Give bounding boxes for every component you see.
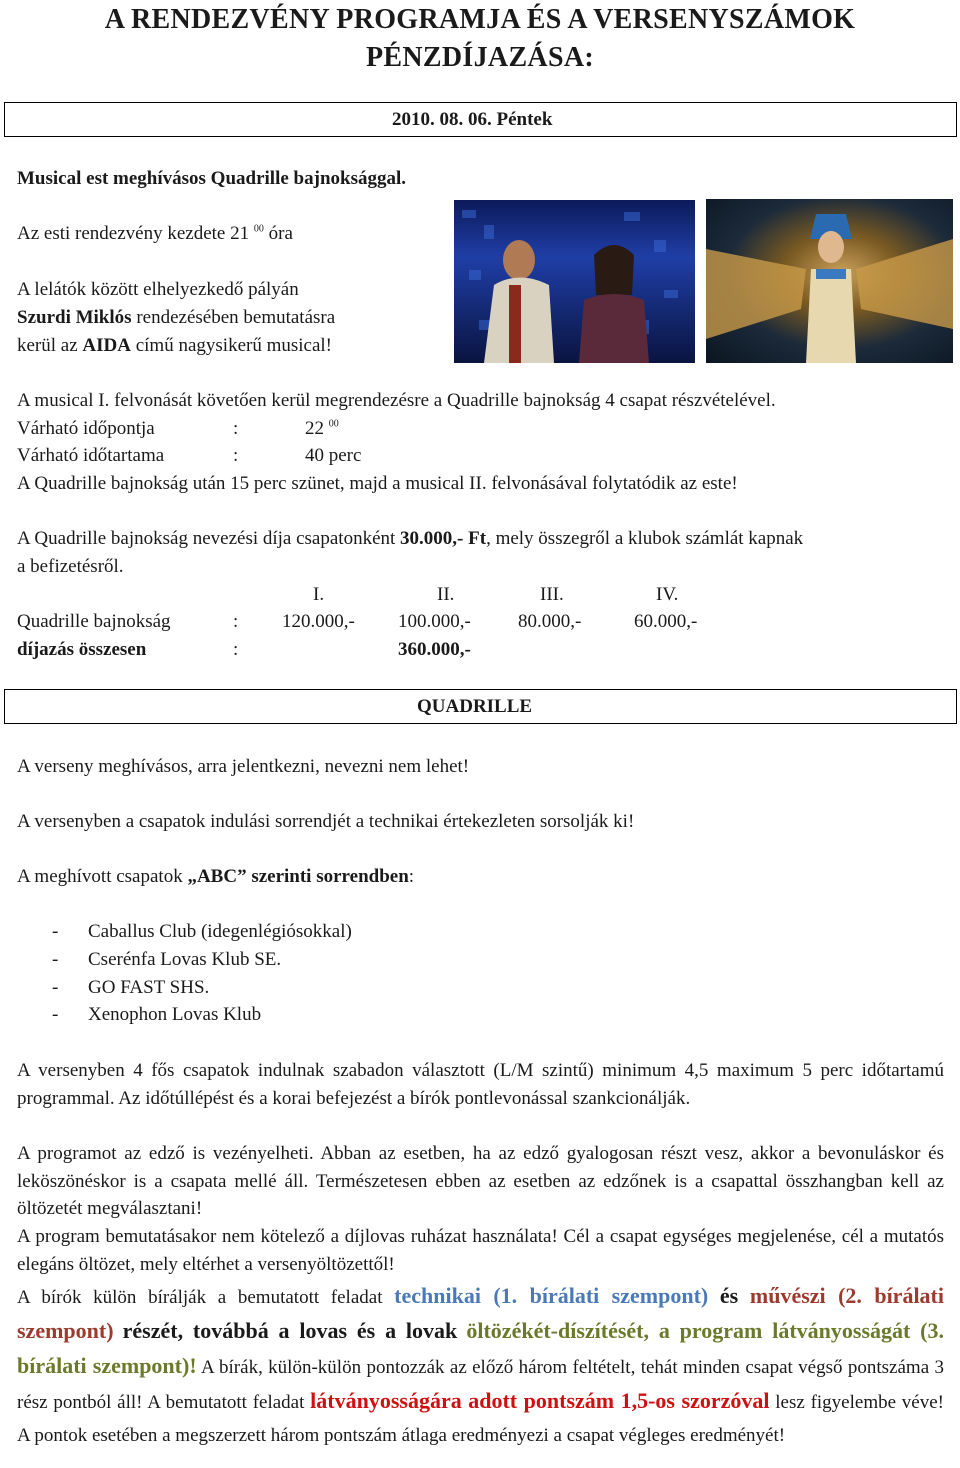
duration-label: Várható időtartama xyxy=(17,445,165,466)
team-item-4: Xenophon Lovas Klub xyxy=(88,1004,262,1025)
start-time-line: Az esti rendezvény kezdete 21 $^{00}$ óra xyxy=(17,223,293,244)
team-item-1: Caballus Club (idegenlégiósokkal) xyxy=(88,921,352,942)
musical-heading: Musical est meghívásos Quadrille bajnoksággal. xyxy=(17,168,406,189)
date-box xyxy=(4,102,957,137)
time-colon: : xyxy=(233,418,239,439)
page-title-line1: A RENDEZVÉNY PROGRAMJA ÉS A VERSENYSZÁMOK xyxy=(104,4,856,35)
quadrille-box xyxy=(4,689,957,724)
venue-line-1: A lelátók között elhelyezkedő pályán xyxy=(17,279,299,300)
time-label: Várható időpontja xyxy=(17,418,155,439)
criterion-technical: technikai (1. bírálati szempont) xyxy=(394,1283,709,1308)
prize-value-4: 60.000,- xyxy=(634,611,698,632)
team-dash-1: - xyxy=(52,921,59,942)
duration-value: 40 perc xyxy=(305,445,362,466)
prize-total-colon: : xyxy=(233,639,239,660)
after-break-line: A Quadrille bajnokság után 15 perc szünet, majd a musical II. felvonásával folytatódik az este! xyxy=(17,473,738,494)
event-date: 2010. 08. 06. Péntek xyxy=(392,109,553,130)
duration-colon: : xyxy=(233,445,239,466)
quadrille-heading: QUADRILLE xyxy=(417,696,533,717)
prize-header-2: II. xyxy=(437,584,455,605)
team-dash-4: - xyxy=(52,1004,59,1025)
prize-row-label: Quadrille bajnokság xyxy=(17,611,171,632)
invite-rule: A verseny meghívásos, arra jelentkezni, nevezni nem lehet! xyxy=(17,756,470,777)
page-title-line2: PÉNZDÍJAZÁSA: xyxy=(366,42,594,73)
paragraph-attire: A program bemutatásakor nem kötelező a díjlovas ruházat használata! Cél a csapat egységes megjelenése, cél a mutatós elegáns öltözet, mely eltérhet a versenyöltözettől! xyxy=(17,1226,944,1275)
fee-line-2: a befizetésről. xyxy=(17,556,124,577)
time-value: 22 $^{00}$ xyxy=(305,418,339,439)
multiplier-note: látványosságára adott pontszám 1,5-os szorzóval xyxy=(310,1388,770,1413)
prize-value-3: 80.000,- xyxy=(518,611,582,632)
venue-line-2: Szurdi Miklós rendezésében bemutatásra xyxy=(17,307,336,328)
paragraph-judging: A bírók külön bírálják a bemutatott feladat technikai (1. bírálati szempont) és művészi (2. bírálati szempont) részét, továbbá a lovas és a lovak öltözékét-díszítését, a program látványosságát (3. bírálati szempont)! A bírák, külön-külön pontozzák az előző három feltételt, tehát minden csapat végső pontszáma 3 rész pontból áll! A bemutatott feladat látványosságára adott pontszám 1,5-os szorzóval lesz figyelembe véve! A pontok esetében a megszerzett három pontszám átlaga eredményezi a csapat végleges eredményét! xyxy=(17,1283,945,1446)
team-item-3: GO FAST SHS. xyxy=(88,977,210,998)
order-rule: A versenyben a csapatok indulási sorrendjét a technikai értekezleten sorsolják ki! xyxy=(17,811,635,832)
paragraph-coach: A programot az edző is vezényelheti. Abban az esetben, ha az edző gyalogosan részt vesz, akkor a bevonuláskor és leköszönéskor is a csapata mellé áll. Természetesen ebben az esetben az edzőnek is a csapattal összhangban kell az öltözetét megválasztani! xyxy=(17,1143,944,1219)
prize-row-colon: : xyxy=(233,611,239,632)
criterion-artistic: művészi (2. bírálati szempont) xyxy=(17,1283,944,1343)
aida-photo-couple xyxy=(454,200,695,363)
prize-header-1: I. xyxy=(313,584,325,605)
director-name: Szurdi Miklós xyxy=(17,307,132,328)
fee-line-1: A Quadrille bajnokság nevezési díja csapatonként 30.000,- Ft, mely összegről a klubok számlát kapnak xyxy=(17,528,804,549)
prize-total-value: 360.000,- xyxy=(398,639,471,660)
prize-value-1: 120.000,- xyxy=(282,611,355,632)
paragraph-program-length: A versenyben 4 fős csapatok indulnak szabadon választott (L/M szintű) minimum 4,5 maximum 5 perc időtartamú programmal. Az időtúllépést és a korai befejezést a bírók pontlevonással szankcionálják. xyxy=(17,1060,944,1109)
prize-header-4: IV. xyxy=(656,584,679,605)
prize-total-label: díjazás összesen xyxy=(17,639,147,660)
aida-photo-queen xyxy=(706,199,953,363)
prize-header-3: III. xyxy=(540,584,564,605)
team-dash-2: - xyxy=(52,949,59,970)
venue-line-3: kerül az AIDA című nagysikerű musical! xyxy=(17,335,332,356)
criterion-spectacle: öltözékét-díszítését, a program látványosságát (3. bírálati szempont)! xyxy=(17,1318,945,1378)
schedule-intro: A musical I. felvonását követően kerül megrendezésre a Quadrille bajnokság 4 csapat részvételével. xyxy=(17,390,776,411)
team-dash-3: - xyxy=(52,977,59,998)
prize-value-2: 100.000,- xyxy=(398,611,471,632)
team-item-2: Cserénfa Lovas Klub SE. xyxy=(88,949,282,970)
teams-intro: A meghívott csapatok „ABC” szerinti sorrendben: xyxy=(17,866,415,887)
